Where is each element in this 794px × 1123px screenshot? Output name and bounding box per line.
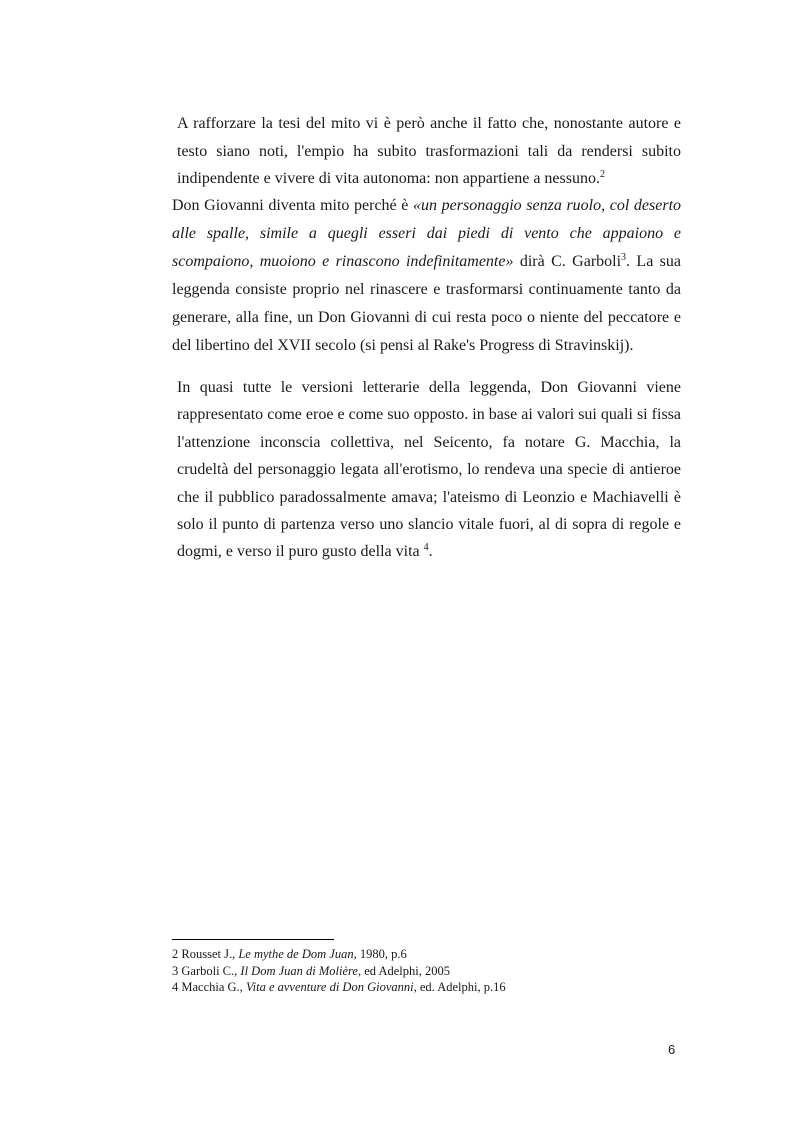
footnote-separator	[172, 939, 334, 940]
footnote-details: , ed Adelphi, 2005	[357, 963, 450, 978]
paragraph-hero-antihero	[177, 374, 681, 566]
footnote-author: Rousset J.,	[178, 947, 239, 961]
footnote-details: , 1980, p.6	[353, 947, 407, 961]
paragraph-myth-thesis	[177, 110, 681, 193]
footnote-4	[172, 979, 692, 996]
paragraph-text: A rafforzare la tesi del mito vi è però anche il fatto che, nonostante autore e testo siano noti, l'empio ha subito trasformazioni tali da rendersi subito indipendente e vivere di vita autonoma: non appartiene a nessuno.	[177, 115, 681, 188]
footnote-title: Vita e avventure di Don Giovanni,	[245, 980, 417, 994]
paragraph-garboli-quote	[172, 192, 681, 360]
footnote-number: 4	[172, 980, 179, 994]
quote-attribution: dirà C. Garboli	[513, 253, 622, 270]
footnote-2	[172, 946, 692, 963]
page-number: 6	[668, 1042, 676, 1057]
footnote-title: Il Dom Juan di Molière	[240, 963, 358, 978]
footnote-number: 3	[172, 963, 179, 978]
footnote-ref-4: 4	[423, 542, 429, 554]
footnote-ref-3: 3	[621, 252, 627, 263]
garboli-quotation: «un personaggio senza ruolo, col deserto alle spalle, simile a quegli esseri dai piedi di vento che appaiono e scompaiono, muoiono e rinascono indefinitamente»	[172, 197, 682, 270]
paragraph-end: .	[428, 543, 433, 561]
paragraph-intro: Don Giovanni diventa mito perché è	[172, 197, 414, 214]
footnotes	[172, 946, 692, 996]
footnote-author: Garboli C.,	[178, 963, 241, 978]
paragraph-rest: . La sua leggenda consiste proprio nel rinascere e trasformarsi continuamente tanto da generare, alla fine, un Don Giovanni di cui resta poco o niente del peccatore e del libertino del XVII secolo (si pensi al Rake's Progress di Stravinskij).	[172, 253, 682, 354]
footnote-author: Macchia G.,	[178, 980, 246, 994]
footnote-3	[172, 963, 692, 980]
footnote-title: Le mythe de Dom Juan	[238, 947, 354, 961]
footnote-number: 2	[172, 947, 179, 961]
footnote-details: ed. Adelphi, p.16	[416, 980, 506, 994]
paragraph-text: In quasi tutte le versioni letterarie della leggenda, Don Giovanni viene rappresentato come eroe e come suo opposto. in base ai valori sui quali si fissa l'attenzione inconscia collettiva, nel Seicento, fa notare G. Macchia, la crudeltà del personaggio legata all'erotismo, lo rendeva una specie di antieroe che il pubblico paradossalmente amava; l'ateismo di Leonzio e Machiavelli è solo il punto di partenza verso uno slancio vitale fuori, al di sopra di regole e dogmi, e verso il puro gusto della vita	[177, 379, 681, 561]
footnote-ref-2: 2	[599, 169, 605, 181]
